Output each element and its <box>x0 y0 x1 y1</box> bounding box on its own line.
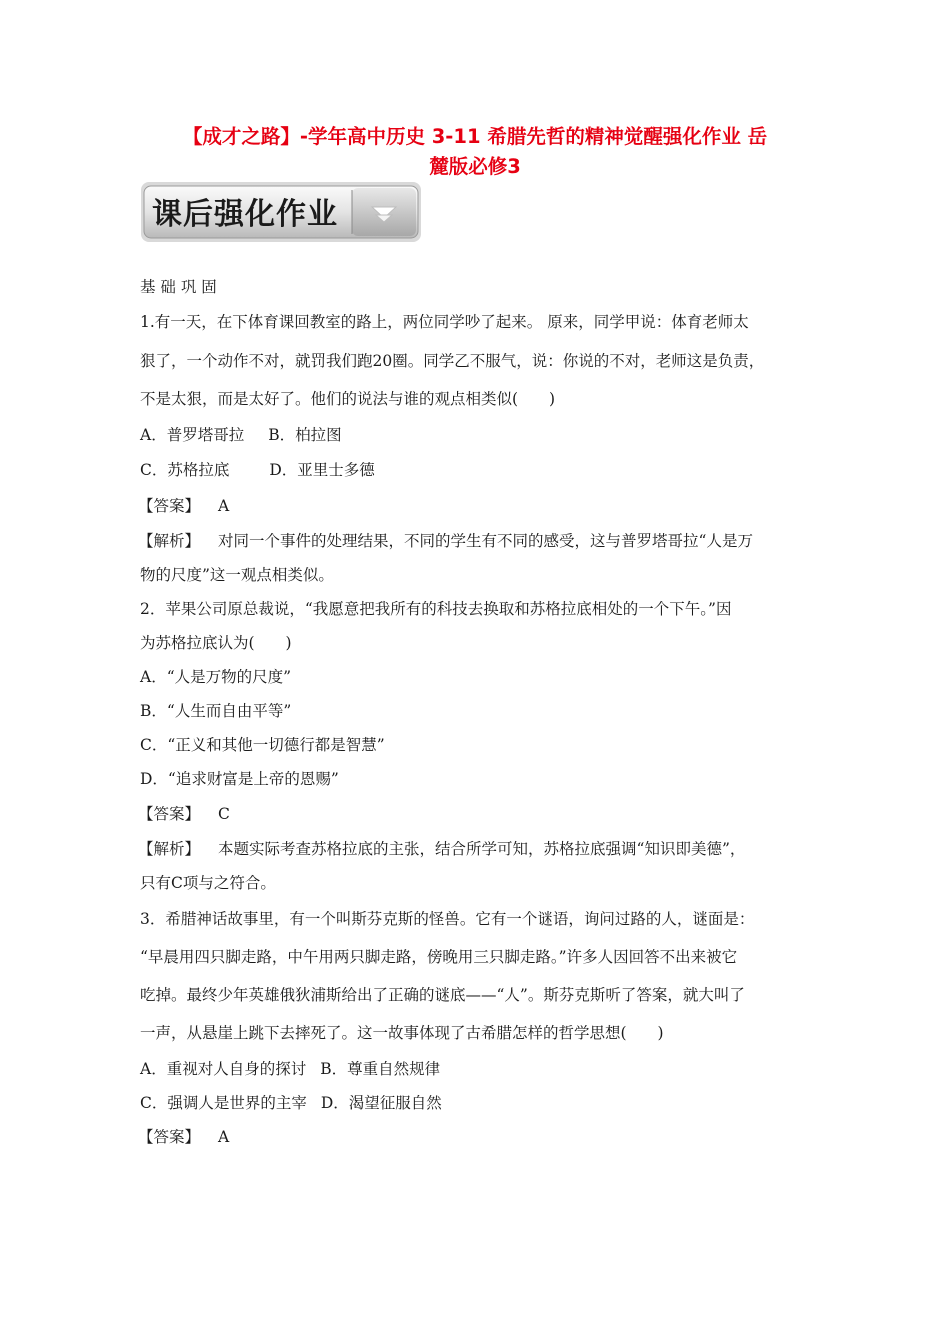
q1-line-2: 狠了，一个动作不对，就罚我们跑20圈。同学乙不服气，说：你说的不对，老师这是负责， <box>140 352 765 370</box>
q2-option-d: D．“追求财富是上帝的恩赐” <box>140 770 339 788</box>
question-2 <box>140 592 830 900</box>
q1-options-ab <box>140 418 830 452</box>
answer-label: 【答案】 <box>138 1128 201 1146</box>
q2-answer-value: C <box>218 805 230 823</box>
q2-analysis-text-1: 本题实际考查苏格拉底的主张，结合所学可知，苏格拉底强调“知识即美德”， <box>218 840 746 858</box>
section-heading: 基 础 巩 固 <box>140 278 217 296</box>
title-line-2: 麓版必修3 <box>429 155 521 178</box>
answer-label: 【答案】 <box>138 805 201 823</box>
q2-option-a: A．“人是万物的尺度” <box>140 668 292 686</box>
q1-line-1: 1.有一天，在下体育课回教室的路上，两位同学吵了起来。 原来，同学甲说：体育老师太 <box>140 313 749 331</box>
q1-options-cd <box>140 452 830 488</box>
q3-option-d: D．渴望征服自然 <box>320 1094 442 1112</box>
analysis-label: 【解析】 <box>138 840 201 858</box>
q1-option-d: D．亚里士多德 <box>269 461 375 479</box>
q1-analysis-text-1: 对同一个事件的处理结果，不同的学生有不同的感受，这与普罗塔哥拉“人是万 <box>218 532 753 550</box>
q3-options-cd <box>140 1086 830 1120</box>
q2-option-c: C．“正义和其他一切德行都是智慧” <box>140 736 385 754</box>
q3-answer <box>140 1120 830 1154</box>
q1-analysis-line-2: 物的尺度”这一观点相类似。 <box>140 566 334 584</box>
q2-line-1: 2．苹果公司原总裁说，“我愿意把我所有的科技去换取和苏格拉底相处的一个下午。”因 <box>140 600 732 618</box>
document-title <box>120 122 830 182</box>
question-3 <box>140 900 830 1154</box>
q1-line-3: 不是太狠，而是太好了。他们的说法与谁的观点相类似( ) <box>140 390 556 408</box>
q1-option-c: C．苏格拉底 <box>140 461 230 479</box>
q3-line-4: 一声，从悬崖上跳下去摔死了。这一故事体现了古希腊怎样的哲学思想( ) <box>140 1024 664 1042</box>
q3-answer-value: A <box>218 1128 230 1146</box>
q1-analysis-line-1 <box>140 524 830 558</box>
q3-options-ab <box>140 1052 830 1086</box>
section-banner <box>140 180 422 244</box>
q1-option-b: B．柏拉图 <box>268 426 342 444</box>
question-1 <box>140 302 830 592</box>
q1-answer <box>140 488 830 524</box>
document-body <box>140 272 830 1154</box>
q3-line-2: “早晨用四只脚走路，中午用两只脚走路，傍晚用三只脚走路。”许多人因回答不出来被它 <box>140 948 738 966</box>
q3-option-b: B．尊重自然规律 <box>320 1060 441 1078</box>
title-line-1: 【成才之路】-学年高中历史 3-11 希腊先哲的精神觉醒强化作业 岳 <box>182 125 768 148</box>
q3-line-3: 吃掉。最终少年英雄俄狄浦斯给出了正确的谜底——“人”。斯芬克斯听了答案，就大叫了 <box>140 986 745 1004</box>
banner-label: 课后强化作业 <box>152 197 338 232</box>
q2-analysis-line-1 <box>140 832 830 866</box>
q2-analysis-line-2: 只有C项与之符合。 <box>140 874 276 892</box>
q1-answer-value: A <box>218 497 230 515</box>
q3-option-a: A．重视对人自身的探讨 <box>140 1060 307 1078</box>
q3-line-1: 3．希腊神话故事里，有一个叫斯芬克斯的怪兽。它有一个谜语，询问过路的人，谜面是： <box>140 910 755 928</box>
q3-option-c: C．强调人是世界的主宰 <box>140 1094 307 1112</box>
banner-graphic <box>140 180 422 244</box>
q2-option-b: B．“人生而自由平等” <box>140 702 292 720</box>
answer-label: 【答案】 <box>138 497 201 515</box>
q2-line-2: 为苏格拉底认为( ) <box>140 634 292 652</box>
analysis-label: 【解析】 <box>138 532 201 550</box>
q2-answer <box>140 796 830 832</box>
q1-option-a: A．普罗塔哥拉 <box>140 426 245 444</box>
